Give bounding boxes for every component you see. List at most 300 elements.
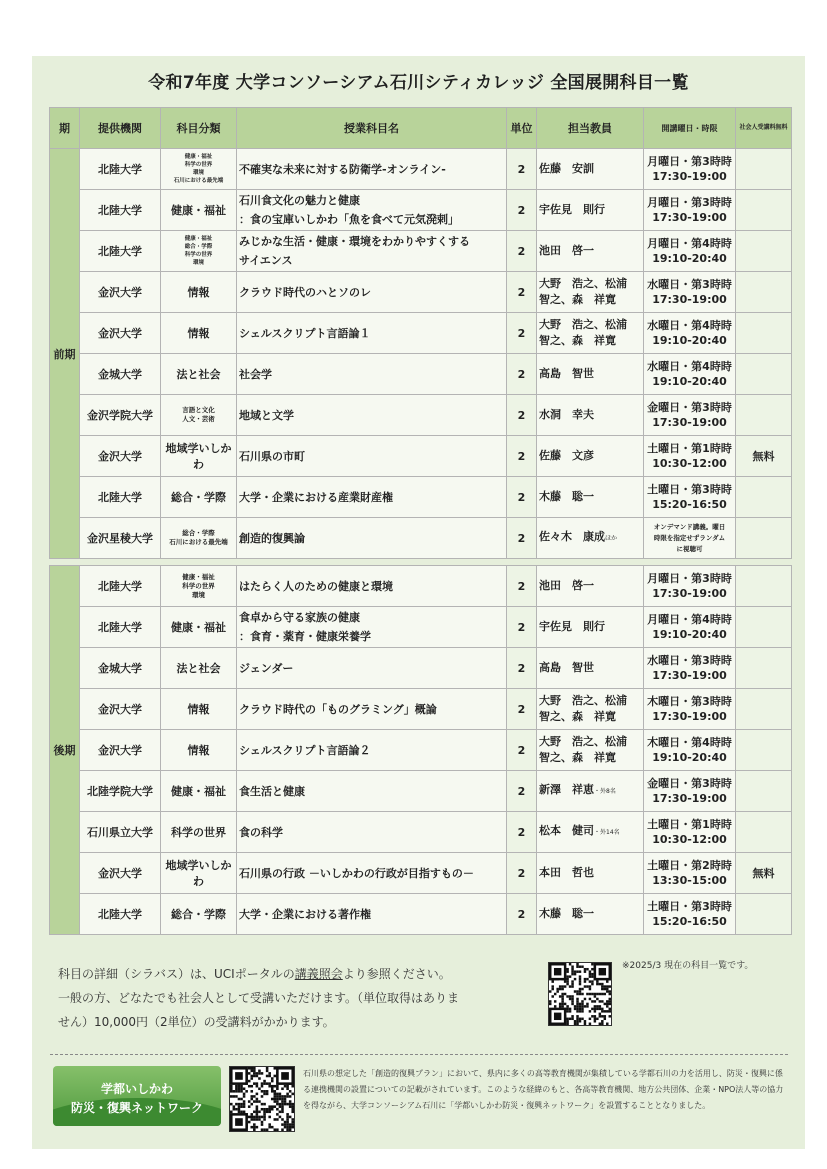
cell-line: 10:30-12:00: [652, 833, 727, 846]
category-cell: [161, 313, 237, 354]
teacher-line: [539, 292, 641, 308]
institution-cell: 金沢大学: [80, 689, 161, 730]
teacher-line: [539, 366, 641, 382]
cell-line: 社会学: [239, 367, 272, 381]
fee-cell: [736, 648, 792, 689]
table-row: [50, 853, 792, 894]
fee-cell: [736, 477, 792, 518]
institution-cell: 金沢大学: [80, 313, 161, 354]
teacher-cell: [537, 730, 644, 771]
cell-line: 法と社会: [176, 368, 221, 381]
period-gap: [50, 559, 792, 566]
cell-line: 19:10-20:40: [652, 751, 727, 764]
institution-cell: 北陸学院大学: [80, 771, 161, 812]
unit-cell: 2: [507, 436, 537, 477]
period-label: 後期: [50, 566, 80, 935]
cell-line: 水曜日・第4時時: [647, 360, 732, 373]
cell-line: 情報: [187, 327, 210, 340]
header-teacher: 担当教員: [537, 108, 644, 149]
divider: [50, 1054, 788, 1055]
header-category: 科目分類: [161, 108, 237, 149]
category-cell: [161, 853, 237, 894]
cell-line: 月曜日・第4時時: [647, 237, 732, 250]
cell-line: 創造的復興論: [239, 531, 305, 545]
teacher-name: 佐藤 文彦: [539, 449, 594, 462]
cell-line: 10:30-12:00: [652, 457, 727, 470]
table-row: [50, 648, 792, 689]
cell-line: 17:30-19:00: [652, 416, 727, 429]
category-cell: [161, 272, 237, 313]
fee-cell: [736, 354, 792, 395]
teacher-line: [539, 333, 641, 349]
table-row: [50, 607, 792, 648]
cell-line: 金曜日・第3時時: [647, 777, 732, 790]
cell-line: 時限を指定せずランダム: [653, 533, 726, 542]
course-name-cell: [237, 395, 507, 436]
teacher-line: [539, 578, 641, 594]
table-row: [50, 395, 792, 436]
teacher-name: 大野 浩之、松浦: [539, 277, 627, 290]
category-cell: [161, 648, 237, 689]
category-cell: [161, 607, 237, 648]
cell-line: 17:30-19:00: [652, 170, 727, 183]
teacher-name: 木藤 聡一: [539, 490, 594, 503]
institution-cell: 金沢大学: [80, 272, 161, 313]
course-name-cell: [237, 313, 507, 354]
qr-code-syllabus[interactable]: [548, 962, 612, 1026]
fee-cell: [736, 272, 792, 313]
unit-cell: 2: [507, 853, 537, 894]
fee-cell: [736, 313, 792, 354]
institution-cell: 金城大学: [80, 354, 161, 395]
cell-line: シェルスクリプト言語論２: [239, 743, 371, 757]
fee-cell: [736, 149, 792, 190]
table-row: [50, 313, 792, 354]
cell-line: 総合・学際: [184, 244, 213, 250]
period-label: 前期: [50, 149, 80, 559]
table-row: [50, 566, 792, 607]
teacher-cell: [537, 436, 644, 477]
teacher-name: 宇佐見 則行: [539, 620, 605, 633]
fee-cell: 無料: [736, 436, 792, 477]
table-row: [50, 518, 792, 559]
notes-block: [58, 962, 538, 1034]
teacher-name: 大野 浩之、松浦: [539, 694, 627, 707]
teacher-name: 智之、森 祥寛: [539, 334, 616, 347]
teacher-cell: [537, 395, 644, 436]
schedule-cell: [644, 853, 736, 894]
cell-line: 不確実な未来に対する防衛学-オンライン-: [239, 162, 446, 176]
table-row: [50, 190, 792, 231]
institution-cell: 北陸大学: [80, 149, 161, 190]
notes-line-1-pre: 科目の詳細（シラバス）は、UCIポータルの: [58, 967, 295, 981]
cell-line: 科学の世界: [184, 252, 213, 258]
institution-cell: 金沢大学: [80, 853, 161, 894]
fee-cell: [736, 395, 792, 436]
teacher-cell: [537, 812, 644, 853]
syllabus-link[interactable]: 講義照会: [294, 967, 343, 981]
teacher-name: 大野 浩之、松浦: [539, 735, 627, 748]
fee-cell: [736, 689, 792, 730]
schedule-cell: [644, 313, 736, 354]
unit-cell: 2: [507, 771, 537, 812]
cell-line: 土曜日・第2時時: [647, 859, 732, 872]
course-name-cell: [237, 771, 507, 812]
course-name-cell: [237, 477, 507, 518]
logo-line-1: 学都いしかわ: [100, 1082, 173, 1096]
schedule-cell: [644, 518, 736, 559]
teacher-cell: [537, 894, 644, 935]
cell-line: 土曜日・第1時時: [647, 442, 732, 455]
teacher-line: [539, 693, 641, 709]
teacher-line: [539, 317, 641, 333]
cell-line: 19:10-20:40: [652, 628, 727, 641]
cell-line: 情報: [187, 286, 210, 299]
table-row: [50, 812, 792, 853]
unit-cell: 2: [507, 730, 537, 771]
footer-description: 石川県の想定した「創造的復興プラン」において、県内に多くの高等教育機関が集積している学都石川の力を活用し、防災・復興に係る連携機関の設置についての記載がされています。このような経緯のもと、各高等教育機関、地方公共団体、企業・NPO法人等の協力を得ながら、大学コンソーシアム石川に「学都いしかわ防災・復興ネットワーク」を設置することとなりました。: [303, 1069, 784, 1110]
institution-cell: 北陸大学: [80, 477, 161, 518]
category-cell: [161, 730, 237, 771]
fee-cell: [736, 231, 792, 272]
cell-line: 環境: [192, 260, 204, 266]
cell-line: ：食の宝庫いしかわ「魚を食べて元気溌剌」: [239, 213, 459, 226]
teacher-name: 佐々木 康成: [539, 530, 605, 543]
category-cell: [161, 812, 237, 853]
schedule-cell: [644, 190, 736, 231]
cell-line: 地域学いしかわ: [165, 859, 232, 888]
course-name-cell: [237, 231, 507, 272]
cell-line: 月曜日・第4時時: [647, 613, 732, 626]
cell-line: 水曜日・第3時時: [647, 654, 732, 667]
category-cell: [161, 354, 237, 395]
teacher-line: [539, 709, 641, 725]
teacher-cell: [537, 607, 644, 648]
course-name-cell: [237, 730, 507, 771]
cell-line: 健康・福祉: [184, 236, 213, 242]
course-name-cell: [237, 190, 507, 231]
cell-line: 科学の世界: [171, 826, 226, 839]
table-header-row: [50, 108, 792, 149]
cell-line: 15:20-16:50: [652, 498, 727, 511]
teacher-line: [539, 734, 641, 750]
course-name-cell: [237, 648, 507, 689]
teacher-name: 智之、森 祥寛: [539, 710, 616, 723]
table-row: [50, 149, 792, 190]
category-cell: [161, 436, 237, 477]
institution-cell: 金沢星稜大学: [80, 518, 161, 559]
notes-line-3: せん）10,000円（2単位）の受講料がかかります。: [58, 1015, 335, 1029]
course-name-cell: [237, 436, 507, 477]
institution-cell: 北陸大学: [80, 566, 161, 607]
cell-line: 土曜日・第3時時: [647, 900, 732, 913]
institution-cell: 金沢学院大学: [80, 395, 161, 436]
notes-line-1-post: より参照ください。: [342, 967, 451, 981]
course-name-cell: [237, 518, 507, 559]
notes-line-1: [58, 962, 538, 986]
table-row: [50, 272, 792, 313]
teacher-line: [539, 161, 641, 177]
institution-cell: 北陸大学: [80, 894, 161, 935]
category-cell: [161, 771, 237, 812]
institution-cell: 金沢大学: [80, 730, 161, 771]
teacher-cell: [537, 231, 644, 272]
cell-line: 情報: [187, 744, 210, 757]
teacher-cell: [537, 853, 644, 894]
unit-cell: 2: [507, 272, 537, 313]
unit-cell: 2: [507, 812, 537, 853]
teacher-suffix: ほか: [605, 535, 618, 542]
schedule-cell: [644, 272, 736, 313]
cell-line: オンデマンド講義。曜日: [653, 522, 726, 531]
cell-line: 食生活と健康: [239, 784, 305, 798]
teacher-name: 高島 智世: [539, 661, 594, 674]
institution-cell: 北陸大学: [80, 607, 161, 648]
teacher-line: [539, 407, 641, 423]
cell-line: 17:30-19:00: [652, 587, 727, 600]
cell-line: 環境: [192, 170, 204, 176]
table-row: [50, 771, 792, 812]
table-row: [50, 689, 792, 730]
course-name-cell: [237, 566, 507, 607]
cell-line: 地域学いしかわ: [165, 442, 232, 471]
fee-cell: [736, 190, 792, 231]
teacher-name: 水洞 幸夫: [539, 408, 594, 421]
qr-code-icon: [549, 963, 611, 1025]
teacher-name: 智之、森 祥寛: [539, 751, 616, 764]
cell-line: 法と社会: [176, 662, 221, 675]
table-row: [50, 477, 792, 518]
fee-cell: [736, 566, 792, 607]
cell-line: 健康・福祉: [171, 621, 226, 634]
cell-line: 17:30-19:00: [652, 293, 727, 306]
cell-line: 金曜日・第3時時: [647, 401, 732, 414]
schedule-cell: [644, 231, 736, 272]
cell-line: クラウド時代のハとソのレ: [239, 285, 371, 299]
cell-line: 健康・福祉: [184, 154, 213, 160]
table-row: [50, 231, 792, 272]
teacher-line: [539, 660, 641, 676]
course-name-cell: [237, 607, 507, 648]
course-name-cell: [237, 272, 507, 313]
teacher-line: [539, 750, 641, 766]
unit-cell: 2: [507, 648, 537, 689]
teacher-cell: [537, 313, 644, 354]
cell-line: 17:30-19:00: [652, 710, 727, 723]
category-cell: [161, 395, 237, 436]
course-name-cell: [237, 894, 507, 935]
cell-line: 健康・福祉: [171, 785, 226, 798]
teacher-cell: [537, 354, 644, 395]
header-schedule: 開講曜日・時限: [644, 108, 736, 149]
course-name-cell: [237, 812, 507, 853]
teacher-name: 本田 哲也: [539, 866, 594, 879]
cell-line: 大学・企業における産業財産権: [239, 490, 393, 504]
teacher-name: 松本 健司: [539, 824, 594, 837]
cell-line: 木曜日・第4時時: [647, 736, 732, 749]
schedule-cell: [644, 730, 736, 771]
course-table: [49, 107, 792, 935]
teacher-line: [539, 243, 641, 259]
teacher-cell: [537, 648, 644, 689]
cell-line: 科学の世界: [182, 581, 215, 590]
fee-cell: [736, 771, 792, 812]
cell-line: はたらく人のための健康と環境: [239, 579, 393, 593]
schedule-cell: [644, 607, 736, 648]
teacher-cell: [537, 518, 644, 559]
network-logo: [53, 1066, 221, 1126]
institution-cell: 金城大学: [80, 648, 161, 689]
course-name-cell: [237, 149, 507, 190]
cell-line: 情報: [187, 703, 210, 716]
qr-code-icon: [230, 1067, 294, 1131]
cell-line: 19:10-20:40: [652, 334, 727, 347]
category-cell: [161, 518, 237, 559]
teacher-line: [539, 529, 641, 547]
fee-cell: 無料: [736, 853, 792, 894]
fee-cell: [736, 607, 792, 648]
unit-cell: 2: [507, 689, 537, 730]
cell-line: 水曜日・第3時時: [647, 278, 732, 291]
cell-line: 土曜日・第3時時: [647, 483, 732, 496]
cell-line: 科学の世界: [184, 162, 213, 168]
cell-line: 土曜日・第1時時: [647, 818, 732, 831]
schedule-cell: [644, 149, 736, 190]
cell-line: ジェンダー: [239, 661, 294, 675]
header-fee: 社会人受講料無料: [736, 108, 792, 149]
unit-cell: 2: [507, 518, 537, 559]
schedule-cell: [644, 354, 736, 395]
unit-cell: 2: [507, 231, 537, 272]
cell-line: 健康・福祉: [182, 572, 215, 581]
teacher-line: [539, 489, 641, 505]
schedule-cell: [644, 771, 736, 812]
table-row: [50, 436, 792, 477]
teacher-name: 宇佐見 則行: [539, 203, 605, 216]
course-name-cell: [237, 853, 507, 894]
notes-line-2: 一般の方、どなたでも社会人として受講いただけます。（単位取得はありま: [58, 991, 460, 1005]
cell-line: シェルスクリプト言語論１: [239, 326, 371, 340]
category-cell: [161, 190, 237, 231]
cell-line: 食卓から守る家族の健康: [239, 611, 360, 624]
category-cell: [161, 566, 237, 607]
header-course-name: 授業科目名: [237, 108, 507, 149]
category-cell: [161, 149, 237, 190]
teacher-line: [539, 906, 641, 922]
qr-code-network[interactable]: [229, 1066, 295, 1132]
institution-cell: 北陸大学: [80, 231, 161, 272]
cell-line: 19:10-20:40: [652, 252, 727, 265]
unit-cell: 2: [507, 607, 537, 648]
cell-line: 大学・企業における著作権: [239, 907, 371, 921]
gap-cell: [50, 559, 792, 566]
teacher-cell: [537, 149, 644, 190]
teacher-name: 新澤 祥恵: [539, 783, 594, 796]
category-cell: [161, 894, 237, 935]
cell-line: 17:30-19:00: [652, 211, 727, 224]
teacher-cell: [537, 566, 644, 607]
cell-line: 人文・芸術: [182, 415, 215, 423]
schedule-cell: [644, 477, 736, 518]
cell-line: ：食育・薬育・健康栄養学: [239, 630, 371, 643]
teacher-line: [539, 276, 641, 292]
cell-line: 17:30-19:00: [652, 669, 727, 682]
cell-line: 石川食文化の魅力と健康: [239, 194, 360, 207]
cell-line: 石川県の市町: [239, 449, 305, 463]
teacher-cell: [537, 477, 644, 518]
header-period: 期: [50, 108, 80, 149]
unit-cell: 2: [507, 477, 537, 518]
teacher-cell: [537, 689, 644, 730]
table-row: [50, 894, 792, 935]
cell-line: 月曜日・第3時時: [647, 155, 732, 168]
unit-cell: 2: [507, 566, 537, 607]
teacher-line: [539, 865, 641, 881]
teacher-line: [539, 448, 641, 464]
cell-line: に視聴可: [676, 544, 703, 553]
teacher-line: [539, 823, 641, 841]
teacher-cell: [537, 771, 644, 812]
unit-cell: 2: [507, 313, 537, 354]
category-cell: [161, 689, 237, 730]
teacher-name: 池田 啓一: [539, 579, 594, 592]
course-name-cell: [237, 354, 507, 395]
institution-cell: 金沢大学: [80, 436, 161, 477]
fee-cell: [736, 730, 792, 771]
cell-line: 食の科学: [239, 825, 283, 839]
institution-cell: 石川県立大学: [80, 812, 161, 853]
teacher-name: 池田 啓一: [539, 244, 594, 257]
cell-line: 総合・学際: [171, 491, 226, 504]
cell-line: 石川県の行政 －いしかわの行政が目指すもの－: [239, 866, 474, 880]
teacher-line: [539, 202, 641, 218]
header-institution: 提供機関: [80, 108, 161, 149]
table-row: [50, 354, 792, 395]
schedule-cell: [644, 436, 736, 477]
as-of-note: ※2025/3 現在の科目一覧です。: [622, 961, 754, 971]
cell-line: 17:30-19:00: [652, 792, 727, 805]
fee-cell: [736, 894, 792, 935]
cell-line: 木曜日・第3時時: [647, 695, 732, 708]
cell-line: 月曜日・第3時時: [647, 572, 732, 585]
course-name-cell: [237, 689, 507, 730]
schedule-cell: [644, 566, 736, 607]
unit-cell: 2: [507, 190, 537, 231]
teacher-line: [539, 782, 641, 800]
cell-line: 19:10-20:40: [652, 375, 727, 388]
cell-line: 石川における最先端: [169, 538, 228, 546]
cell-line: 石川における最先端: [173, 178, 224, 184]
category-cell: [161, 231, 237, 272]
teacher-cell: [537, 190, 644, 231]
unit-cell: 2: [507, 354, 537, 395]
schedule-cell: [644, 648, 736, 689]
category-cell: [161, 477, 237, 518]
teacher-name: 佐藤 安訓: [539, 162, 594, 175]
institution-cell: 北陸大学: [80, 190, 161, 231]
fee-cell: [736, 812, 792, 853]
teacher-suffix: ・外8名: [594, 788, 616, 795]
header-unit: 単位: [507, 108, 537, 149]
cell-line: 総合・学際: [171, 908, 226, 921]
table-row: [50, 730, 792, 771]
logo-line-2: 防災・復興ネットワーク: [70, 1101, 203, 1115]
cell-line: 言語と文化: [182, 406, 215, 414]
schedule-cell: [644, 812, 736, 853]
teacher-name: 高島 智世: [539, 367, 594, 380]
teacher-name: 大野 浩之、松浦: [539, 318, 627, 331]
schedule-cell: [644, 689, 736, 730]
